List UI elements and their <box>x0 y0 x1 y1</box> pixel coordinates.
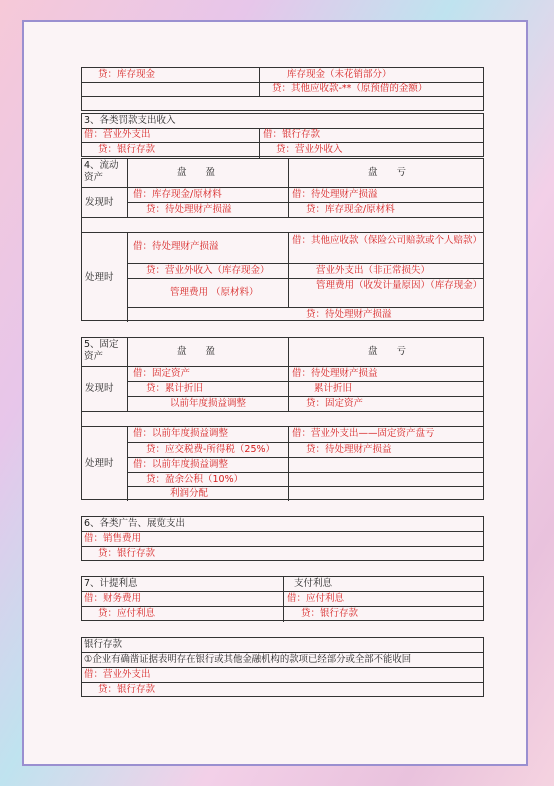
top-table <box>81 67 484 111</box>
section-6-title: 6、各类广告、展览支出 <box>84 518 186 529</box>
s5-handle-debit-adjust: 借：以前年度损益调整 <box>133 428 229 439</box>
s4-handle-deficit-debit: 借：其他应收款（保险公司赔款或个人赔款） <box>292 235 483 246</box>
section-6-table <box>81 516 484 561</box>
s7-credit-payable: 贷：应付利息 <box>98 608 156 619</box>
s5-handle-deficit-debit: 借：营业外支出——固定资产盘亏 <box>292 428 435 439</box>
section-3-table <box>81 113 484 157</box>
s4-found-deficit-credit: 贷：库存现金/原材料 <box>306 204 395 215</box>
s5-header-deficit: 盘 亏 <box>368 346 407 357</box>
s3-credit-bank: 贷：银行存款 <box>98 144 156 155</box>
s4-header-deficit: 盘 亏 <box>368 167 407 178</box>
s4-handle-label: 处理时 <box>85 272 114 283</box>
s4-handle-deficit-credit: 贷：待处理财产损溢 <box>306 309 392 320</box>
s3-debit-bank: 借：银行存款 <box>263 129 321 140</box>
s8-credit-bank: 贷：银行存款 <box>98 684 156 695</box>
s4-header-surplus: 盘 盈 <box>177 167 216 178</box>
top-credit-cash: 贷：库存现金 <box>98 69 156 80</box>
s3-debit-nonop-expense: 借：营业外支出 <box>84 129 151 140</box>
s7-debit-payable: 借：应付利息 <box>287 593 345 604</box>
s4-handle-surplus-credit: 贷：营业外收入（库存现金） <box>146 265 270 276</box>
section-4-table <box>81 158 484 321</box>
s5-handle-label: 处理时 <box>85 458 114 469</box>
s5-found-surplus-credit: 贷：累计折旧 <box>146 383 204 394</box>
s5-found-deficit-depr: 累计折旧 <box>314 383 353 394</box>
s8-debit-nonop: 借：营业外支出 <box>84 669 151 680</box>
section-8-table <box>81 637 484 697</box>
s5-handle-credit-reserve: 贷：盈余公积（10%） <box>146 474 244 485</box>
s7-credit-bank: 贷：银行存款 <box>301 608 359 619</box>
s5-handle-debit-adjust-2: 借：以前年度损益调整 <box>133 459 229 470</box>
s5-header-surplus: 盘 盈 <box>177 346 216 357</box>
s5-handle-credit-tax: 贷：应交税费-所得税（25%） <box>146 444 276 455</box>
s5-handle-deficit-credit: 贷：待处理财产损益 <box>306 444 392 455</box>
s4-handle-deficit-nonop: 营业外支出（非正常损失） <box>316 265 431 276</box>
s6-credit-bank: 贷：银行存款 <box>98 548 156 559</box>
s4-found-label: 发现时 <box>85 197 114 208</box>
s5-found-surplus-debit: 借：固定资产 <box>133 368 191 379</box>
s8-description: ①企业有确凿证据表明存在银行或其他金融机构的款项已经部分或全部不能收回 <box>84 654 412 665</box>
s4-found-surplus-debit: 借：库存现金/原材料 <box>133 189 222 200</box>
section-8-title: 银行存款 <box>84 639 123 650</box>
top-cash-unused: 库存现金（未花销部分） <box>287 69 392 80</box>
s5-found-deficit-debit: 借：待处理财产损益 <box>292 368 378 379</box>
s4-found-deficit-debit: 借：待处理财产损溢 <box>292 189 378 200</box>
section-5-title: 5、固定资产 <box>84 339 119 362</box>
top-credit-other-receivable: 贷：其他应收款-**（原预借的金额） <box>272 83 428 94</box>
section-3-title: 3、各类罚款支出收入 <box>84 115 176 126</box>
s5-found-deficit-credit: 贷：固定资产 <box>306 398 364 409</box>
section-7-title: 7、计提利息 <box>84 578 138 589</box>
s7-debit-finance: 借：财务费用 <box>84 593 142 604</box>
s5-handle-profit-dist: 利润分配 <box>170 488 209 499</box>
s4-handle-surplus-debit: 借：待处理财产损溢 <box>133 241 219 252</box>
s5-found-label: 发现时 <box>85 383 114 394</box>
s3-credit-nonop-income: 贷：营业外收入 <box>276 144 343 155</box>
s5-found-surplus-adjust: 以前年度损益调整 <box>170 398 247 409</box>
s4-handle-deficit-admin: 管理费用（收发计量原因）（库存现金） <box>316 280 483 291</box>
section-7-table <box>81 576 484 621</box>
section-5-table <box>81 337 484 500</box>
s4-found-surplus-credit: 贷：待处理财产损溢 <box>146 204 232 215</box>
s7-title-pay: 支付利息 <box>294 578 333 589</box>
s4-handle-surplus-admin: 管理费用 （原材料） <box>170 287 259 298</box>
section-4-title: 4、流动资产 <box>84 160 119 183</box>
s6-debit-sales: 借：销售费用 <box>84 533 142 544</box>
